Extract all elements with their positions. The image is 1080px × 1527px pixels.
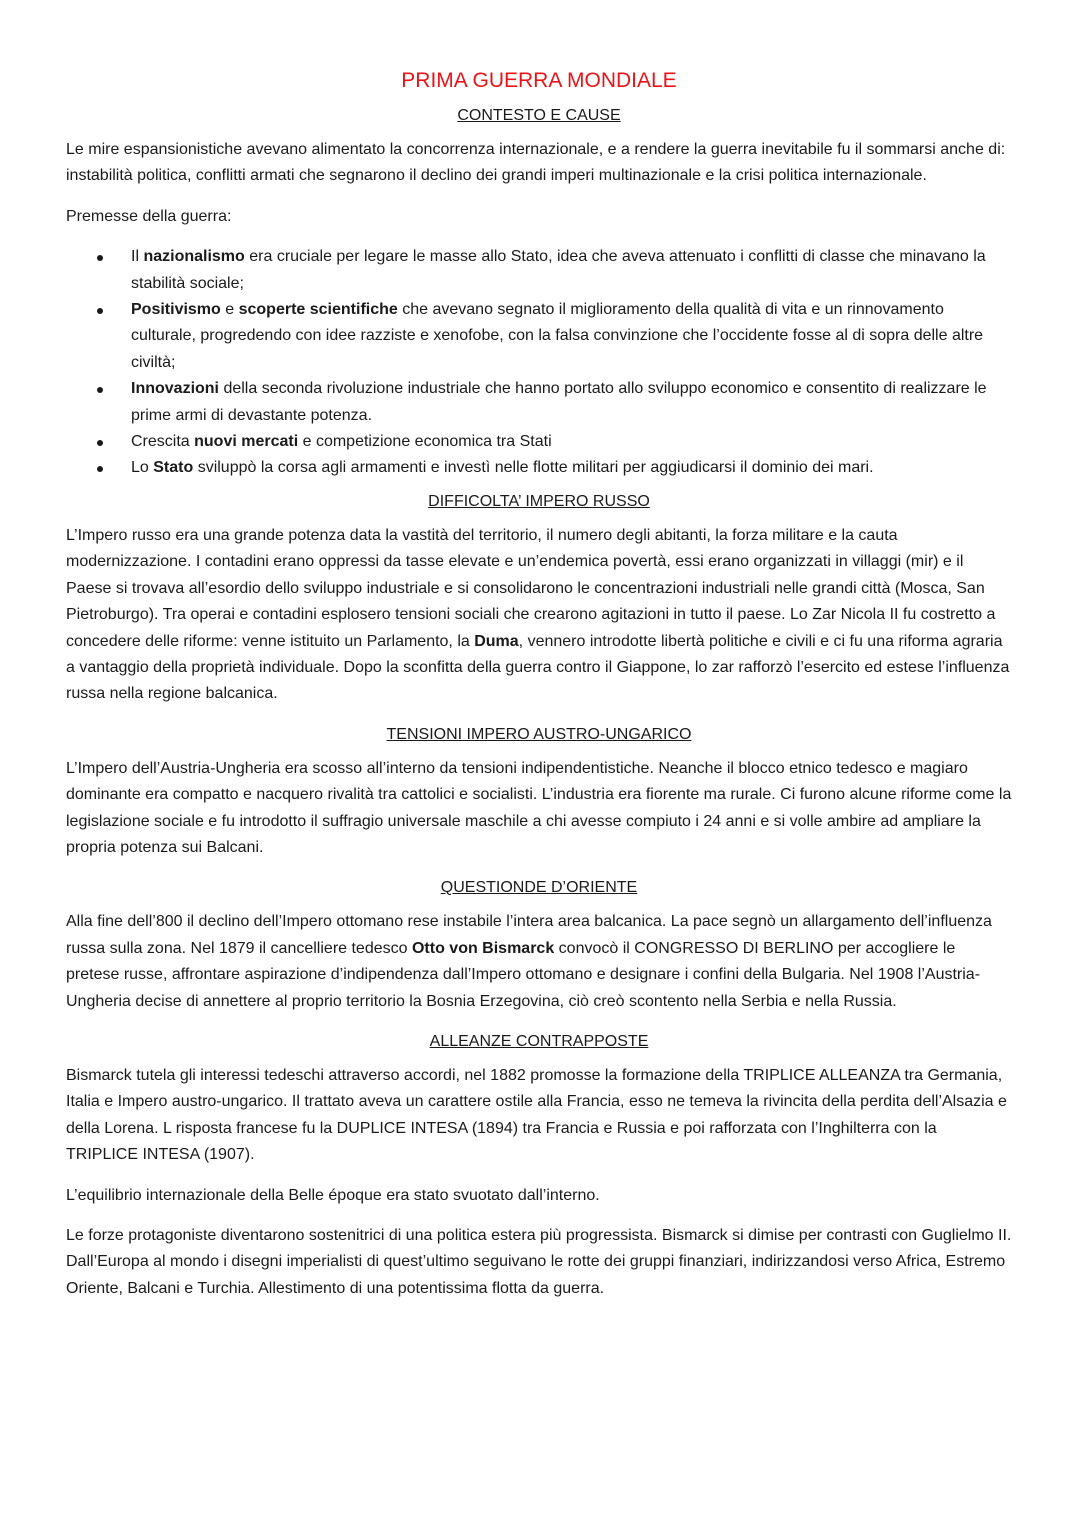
bullet-icon xyxy=(97,466,103,472)
heading-impero-russo: DIFFICOLTA’ IMPERO RUSSO xyxy=(428,492,650,510)
list-item-innovazioni xyxy=(131,376,1012,429)
bullet-icon xyxy=(97,440,103,446)
bold-term: Otto von Bismarck xyxy=(411,939,555,957)
paragraph-impero-russo xyxy=(66,523,1012,708)
heading-alleanze-contrapposte: ALLEANZE CONTRAPPOSTE xyxy=(429,1032,649,1050)
paragraph-alleanze: Bismarck tutela gli interessi tedeschi attraverso accordi, nel 1882 promosse la formazione della TRIPLICE ALLEANZA tra Germania, Italia e Impero austro-ungarico. Il trattato aveva un carattere ostile alla Francia, esso ne temeva la rivincita della perdita dell’Alsazia e della Lorena. L risposta francese fu la DUPLICE INTESA (1894) tra Francia e Russia e poi rafforzata con l’Inghilterra con la TRIPLICE INTESA (1907). xyxy=(66,1066,1007,1164)
list-item-text: Lo xyxy=(131,459,154,477)
paragraph-text: convocò il CONGRESSO DI BERLINO per accogliere le pretese russe, affrontare aspirazione d’indipendenza dall’Impero ottomano e designare i confini della Bulgaria. Nel 1908 l’Austria-Ungheria decise di annettere al proprio territorio la Bosnia Erzegovina, ciò creò scontento nella Serbia e nella Russia. xyxy=(66,939,981,1010)
bullet-icon xyxy=(97,308,103,314)
heading-austro-ungarico: TENSIONI IMPERO AUSTRO-UNGARICO xyxy=(386,725,692,743)
bold-term: Innovazioni xyxy=(131,380,219,398)
paragraph-premesse-intro: Premesse della guerra: xyxy=(66,207,232,225)
list-item-text: della seconda rivoluzione industriale che hanno portato allo sviluppo economico e consentito di realizzare le prime armi di devastante potenza. xyxy=(131,380,987,424)
bold-term: nazionalismo xyxy=(143,248,245,266)
bold-term: scoperte scientifiche xyxy=(238,301,398,319)
bold-term: Positivismo xyxy=(131,301,221,319)
heading-questione-oriente: QUESTIONDE D’ORIENTE xyxy=(440,879,638,897)
paragraph-belle-epoque: L’equilibrio internazionale della Belle époque era stato svuotato dall’interno. xyxy=(66,1186,600,1204)
paragraph-text: Alla fine dell’800 il declino dell’Impero ottomano rese instabile l’intera area balcanica. La pace segnò un allargamento dell’influenza russa sulla zona. Nel 1879 il cancelliere tedesco xyxy=(66,913,992,957)
list-item-text: e competizione economica tra Stati xyxy=(298,433,552,451)
paragraph-text: L’Impero russo era una grande potenza data la vastità del territorio, il numero degli abitanti, la forza militare e la cauta modernizzazione. I contadini erano oppressi da tasse elevate e un’endemica povertà, essi erano organizzati in villaggi (mir) e il Paese si trovava all’esordio dello sviluppo industriale e si consolidarono le concentrazioni industriali nelle grandi città (Mosca, San Pietroburgo). Tra operai e contadini esplosero tensioni sociali che crearono agitazioni in tutto il paese. Lo Zar Nicola II fu costretto a concedere delle riforme: venne istituito un Parlamento, la xyxy=(66,526,996,650)
list-item-nazionalismo xyxy=(131,244,1012,297)
heading-contesto-e-cause: CONTESTO E CAUSE xyxy=(457,107,621,124)
list-item-text: che avevano segnato il miglioramento della qualità di vita e un rinnovamento culturale, progredendo con idee razziste e xenofobe, con la falsa convinzione che l’occidente fosse al di sopra delle altre civiltà; xyxy=(131,301,984,371)
list-item-text: Il xyxy=(131,248,144,266)
list-item-text: Crescita xyxy=(131,433,195,451)
list-item-nuovi-mercati xyxy=(131,429,1012,455)
document-title: PRIMA GUERRA MONDIALE xyxy=(401,69,677,92)
bold-term: Duma xyxy=(474,632,519,650)
list-item-text: e xyxy=(220,301,239,319)
bold-term: Stato xyxy=(153,459,194,477)
list-item-text: era cruciale per legare le masse allo Stato, idea che aveva attenuato i conflitti di classe che minavano la stabilità sociale; xyxy=(131,248,986,292)
paragraph-austro-ungarico: L’Impero dell’Austria-Ungheria era scosso all’interno da tensioni indipendentistiche. Neanche il blocco etnico tedesco e magiaro dominante era compatto e nacquero rivalità tra cattolici e socialisti. L’industria era fiorente ma rurale. Ci furono alcune riforme come la legislazione sociale e fu introdotto il suffragio universale maschile a chi avesse compiuto i 24 anni e si volle ambire ad ampliare la propria potenza sui Balcani. xyxy=(66,759,1012,856)
paragraph-text: , vennero introdotte libertà politiche e civili e ci fu una riforma agraria a vantaggio della proprietà individuale. Dopo la sconfitta della guerra contro il Giappone, lo zar rafforzò l’esercito ed estese l’influenza russa nella regione balcanica. xyxy=(66,632,1010,703)
paragraph-contesto: Le mire espansionistiche avevano alimentato la concorrenza internazionale, e a rendere la guerra inevitabile fu il sommarsi anche di: instabilità politica, conflitti armati che segnarono il declino dei grandi imperi multinazionale e la crisi politica internazionale. xyxy=(66,141,1006,185)
bullet-icon xyxy=(97,255,103,261)
list-item-positivismo xyxy=(131,297,1012,376)
paragraph-questione-oriente xyxy=(66,909,1012,1015)
list-item-stato xyxy=(131,455,1012,481)
list-item-text: sviluppò la corsa agli armamenti e investì nelle flotte militari per aggiudicarsi il dominio dei mari. xyxy=(193,459,874,477)
bullet-icon xyxy=(97,387,103,393)
premesse-list xyxy=(66,244,1012,482)
paragraph-forze-protagoniste: Le forze protagoniste diventarono sostenitrici di una politica estera più progressista. Bismarck si dimise per contrasti con Guglielmo II. Dall’Europa al mondo i disegni imperialisti di quest’ultimo seguivano le rotte dei gruppi finanziari, indirizzandosi verso Africa, Estremo Oriente, Balcani e Turchia. Allestimento di una potentissima flotta da guerra. xyxy=(66,1227,1012,1297)
bold-term: nuovi mercati xyxy=(194,433,299,451)
